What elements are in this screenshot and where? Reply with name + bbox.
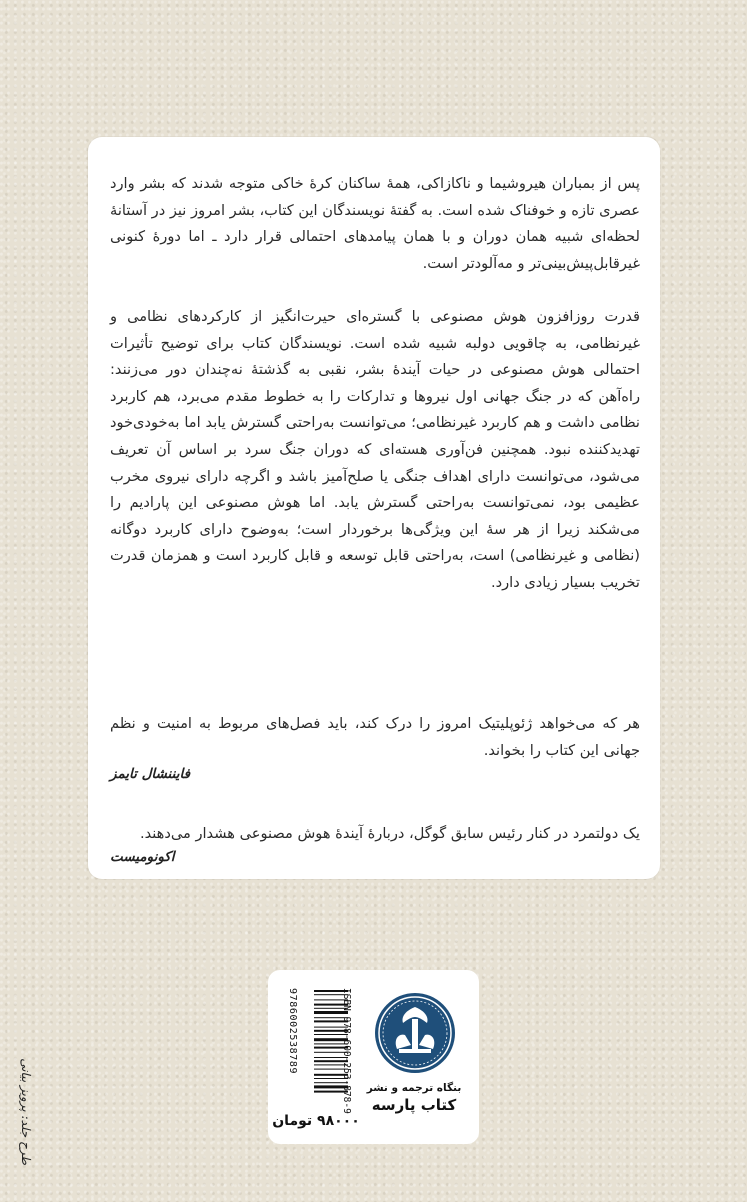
review-quote-2: یک دولتمرد در کنار رئیس سابق گوگل، دربارهٔ آیندهٔ هوش مصنوعی هشدار می‌دهند. <box>139 825 640 842</box>
review-source-1: فایننشال تایمز <box>110 766 191 782</box>
blurb-paragraph-2: قدرت روزافزون هوش مصنوعی با گستره‌ای حیرت‌انگیز از کارکردهای نظامی و غیرنظامی، به چاقویی دولبه شبیه شده است. نویسندگان کتاب برای توضیح تأثیرات احتمالی هوش مصنوعی در حیات آیندهٔ بشر، نقبی به گذشتهٔ نه‌چندان دور می‌زنند: راه‌آهن که در جنگ جهانی اول نیروها و تدارکات را به خطوط مقدم می‌برد، هم کاربرد نظامی داشت و هم کاربرد غیرنظامی؛ می‌توانست به‌راحتی گسترش یابد اما به‌خودی‌خود تهدیدکننده نبود. همچنین فن‌آوری هسته‌ای که دوران جنگ سرد بر اساس آن تعریف می‌شود، می‌توانست دارای اهداف جنگی یا صلح‌آمیز باشد و اگرچه دارای نیروی مخرب عظیمی بود، نمی‌توانست به‌راحتی گسترش یابد. اما هوش مصنوعی این پارادیم را می‌شکند زیرا از هر سهٔ این ویژگی‌ها برخوردار است؛ به‌وضوح دارای کاربرد دوگانه (نظامی و غیرنظامی) است، به‌راحتی قابل توسعه و قابل کاربرد است و همزمان قدرت تخریب بسیار زیادی دارد. <box>110 308 640 591</box>
blurb-paragraph-1: پس از بمباران هیروشیما و ناکازاکی، همهٔ ساکنان کرهٔ خاکی متوجه شدند که بشر وارد عصری تازه و خوفناک شده است. به گفتهٔ نویسندگان این کتاب، بشر امروز نیز در آستانهٔ لحظه‌ای شبیه همان دوران و با همان پیامدهای احتمالی قرار دارد ـ اما دورهٔ کنونی غیرقابل‌پیش‌بینی‌تر و مه‌آلودتر است. <box>110 175 640 272</box>
isbn-label: ISBN 978-600-253-878-9 <box>341 988 352 1114</box>
publisher-subtitle: بنگاه ترجمه و نشر <box>366 1082 462 1094</box>
publisher-emblem-icon <box>375 993 455 1073</box>
review-quote-1: هر که می‌خواهد ژئوپلیتیک امروز را درک کند، باید فصل‌های مربوط به امنیت و نظم جهانی این کتاب را بخواند. <box>110 715 640 759</box>
isbn-digits: 9786002538789 <box>287 988 298 1075</box>
review-source-2: اکونومیست <box>110 849 175 865</box>
price-label: ۹۸۰۰۰ تومان <box>272 1113 360 1129</box>
isbn-barcode <box>300 988 362 1124</box>
publisher-name: کتاب پارسه <box>371 1096 457 1114</box>
cover-designer-credit: طرح جلد: پرویز بیانی <box>19 1058 33 1165</box>
